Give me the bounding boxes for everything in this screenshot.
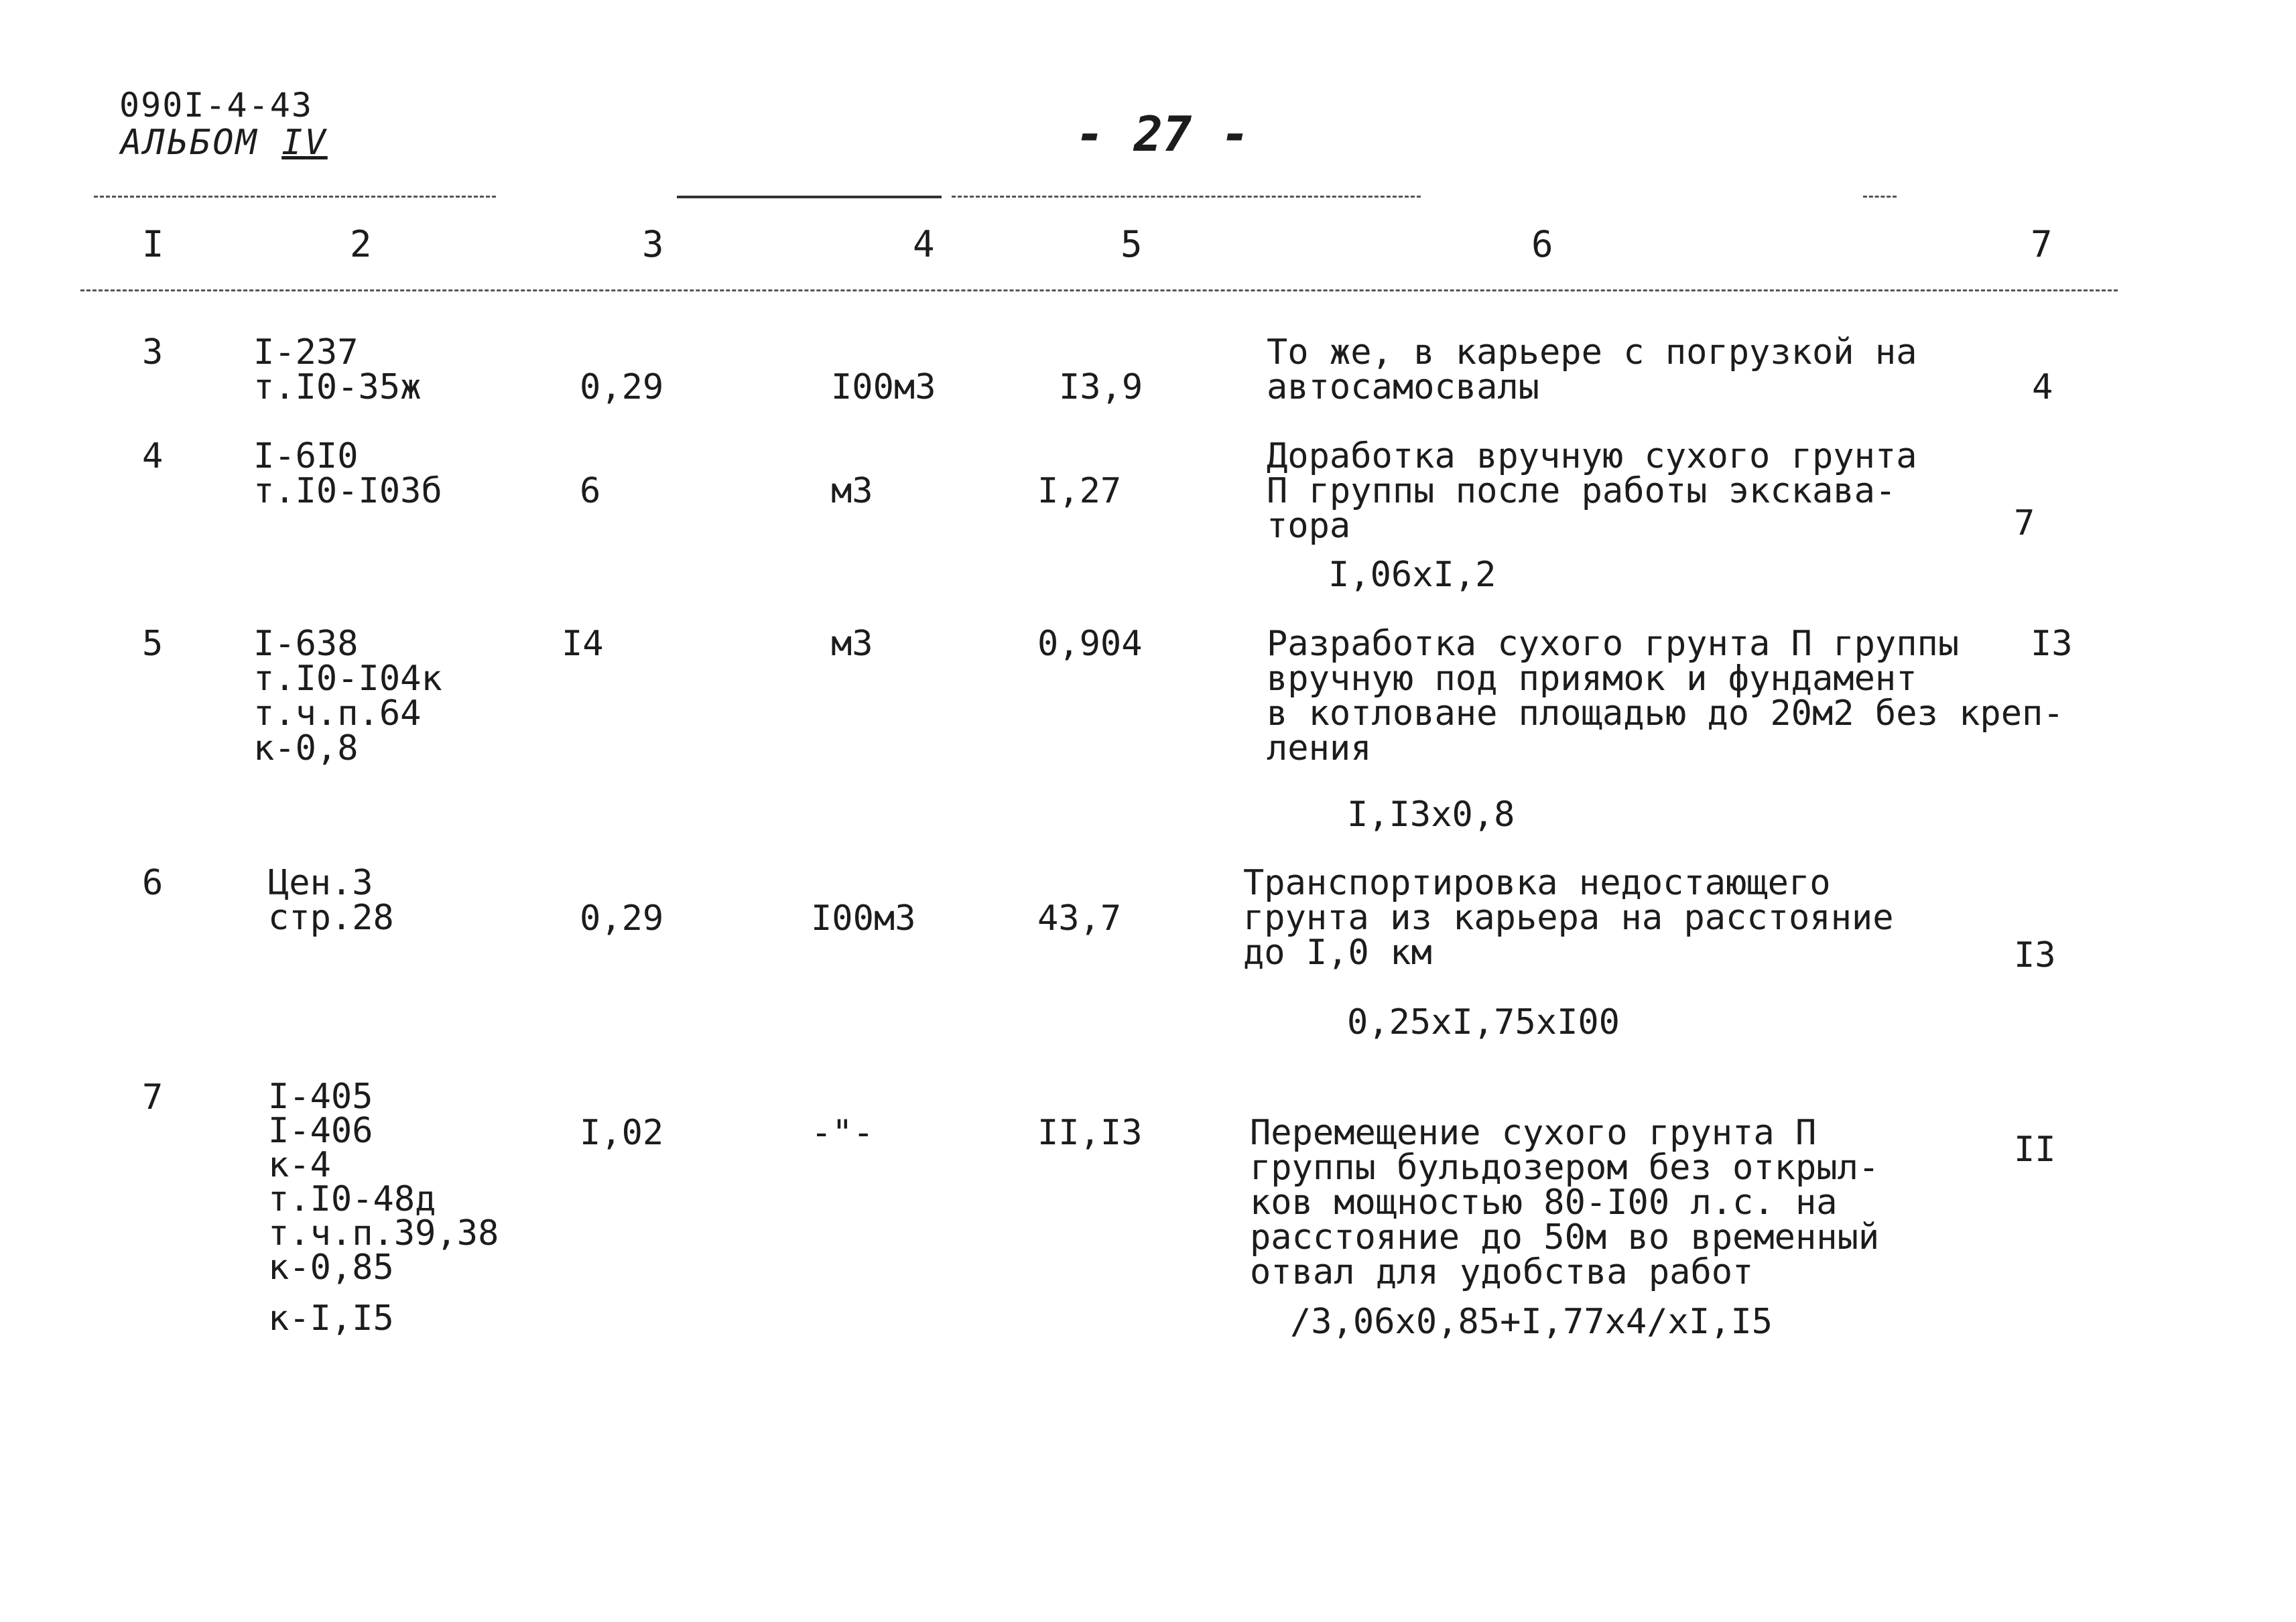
unit: I00м3	[811, 898, 916, 939]
column-header-1: I	[142, 223, 164, 265]
table-top-rule-2	[952, 196, 1421, 198]
row-number: 7	[142, 1077, 164, 1118]
page-number: - 27 -	[1076, 106, 1251, 162]
work-description: То же, в карьере с погрузкой на автосамосвалы	[1267, 332, 1917, 407]
calculation-formula: /3,06х0,85+I,77х4/хI,I5	[1290, 1302, 1773, 1342]
group-value: I3	[2014, 935, 2056, 975]
column-header-7: 7	[2031, 223, 2053, 265]
work-description: Доработка вручную сухого грунта П группы после работы экскава- тора	[1267, 436, 1917, 546]
album-number: IV	[281, 123, 328, 163]
unit: -"-	[811, 1113, 874, 1153]
document-code: 090I-4-43	[119, 86, 313, 125]
unit: м3	[831, 471, 873, 511]
group-value: I3	[2031, 624, 2073, 664]
row-number: 6	[142, 863, 164, 903]
rate: 0,904	[1037, 624, 1143, 664]
quantity: 0,29	[580, 898, 664, 939]
table-top-rule-solid	[677, 196, 942, 198]
quantity: 6	[580, 471, 601, 511]
norm-reference: I-638 т.I0-I04к т.ч.п.64 к-0,8	[253, 624, 442, 768]
unit: м3	[831, 624, 873, 664]
norm-coefficient: к-I,I5	[268, 1298, 394, 1339]
album-label	[121, 124, 328, 161]
column-header-3: 3	[642, 223, 664, 265]
row-number: 3	[142, 332, 164, 373]
column-header-6: 6	[1531, 223, 1553, 265]
calculation-formula: I,I3х0,8	[1347, 795, 1515, 835]
group-value: 7	[2014, 503, 2035, 543]
quantity: 0,29	[580, 367, 664, 407]
unit: I00м3	[831, 367, 936, 407]
work-description: Транспортировка недостающего грунта из карьера на расстояние до I,0 км	[1243, 863, 1894, 973]
header-bottom-rule	[80, 289, 2118, 291]
work-description: Разработка сухого грунта П группы вручную под приямок и фундамент в котловане площадью до 20м2 без креп- ления	[1267, 624, 2064, 768]
table-top-rule	[94, 196, 496, 198]
calculation-formula: 0,25хI,75хI00	[1347, 1002, 1620, 1042]
table-top-rule-3	[1863, 196, 1897, 198]
column-header-5: 5	[1121, 223, 1143, 265]
rate: I3,9	[1059, 367, 1143, 407]
calculation-formula: I,06хI,2	[1328, 555, 1496, 595]
row-number: 4	[142, 436, 164, 476]
norm-reference: I-237 т.I0-35ж	[253, 332, 422, 407]
rate: 43,7	[1037, 898, 1122, 939]
album-label-text: АЛЬБОМ	[121, 123, 259, 163]
rate: I,27	[1037, 471, 1122, 511]
column-header-2: 2	[350, 223, 372, 265]
quantity: I,02	[580, 1113, 664, 1153]
norm-reference: Цен.3 стр.28	[268, 863, 394, 938]
group-value: 4	[2032, 367, 2053, 407]
norm-reference: I-6I0 т.I0-I03б	[253, 436, 442, 511]
quantity: I4	[562, 624, 604, 664]
work-description: Перемещение сухого грунта П группы бульдозером без открыл- ков мощностью 80-I00 л.с. на расстояние до 50м во временный отвал для удобства работ	[1250, 1113, 1880, 1292]
norm-reference: I-405 I-406 к-4 т.I0-48д т.ч.п.39,38 к-0,85	[268, 1077, 499, 1288]
column-header-4: 4	[913, 223, 935, 265]
row-number: 5	[142, 624, 164, 664]
group-value: II	[2014, 1130, 2056, 1170]
rate: II,I3	[1037, 1113, 1143, 1153]
